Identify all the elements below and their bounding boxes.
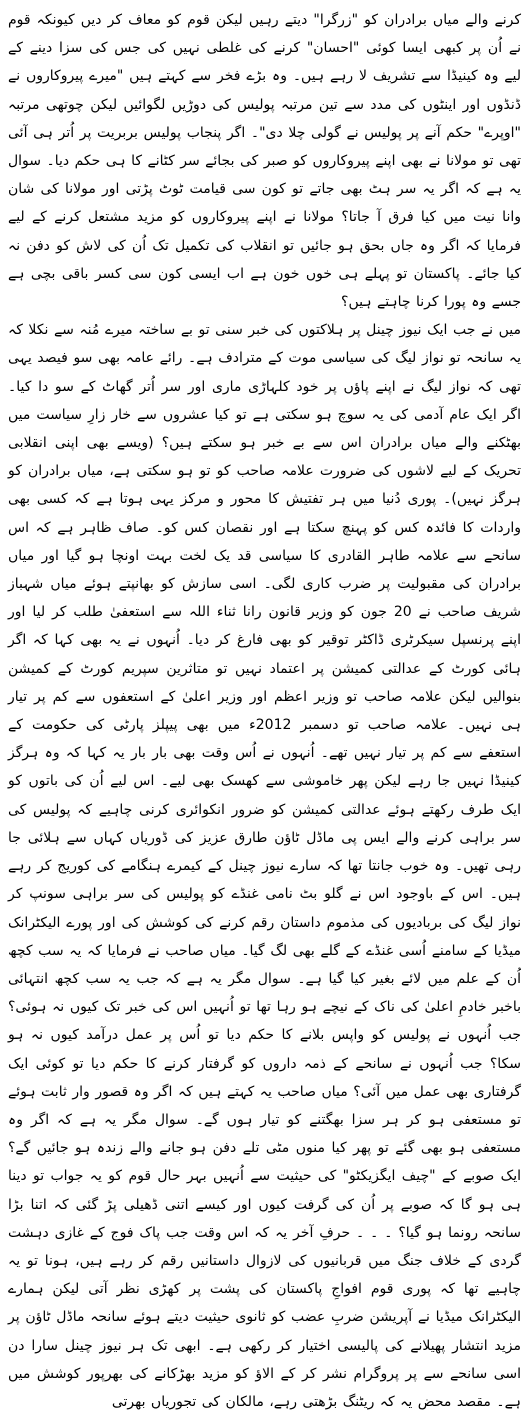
article-paragraph-1: کرنے والے میاں برادران کو "زرگرا" دیتے رہیں لیکن قوم کو معاف کر دیں کیونکہ قوم نے اُن پر کبھی ایسا کوئی "احسان" کرنے کی غلطی نہیں کی جس کی سزا دینے کے لیے وہ کینیڈا سے تشریف لا رہے ہیں۔ وہ بڑے فخر سے کہتے ہیں "میرے پیروکاروں نے ڈنڈوں اور اینٹوں کی مدد سے تین مرتبہ پولیس کی دوڑیں لگوائیں لیکن چوتھی مرتبہ "اوپرے" حکم آنے پر پولیس نے گولی چلا دی"۔ اگر پنجاب پولیس بربریت پر اُتر ہی آئی تھی تو مولانا نے بھی اپنے پیروکاروں کو صبر کی بجائے سر کٹانے کا ہی حکم دیا۔ سوال یہ ہے کہ اگر یہ سر ہٹ بھی جاتے تو کون سی قیامت ٹوٹ پڑتی اور مولانا کی شان وانا نیت میں کیا فرق آ جاتا؟ مولانا نے اپنے پیروکاروں کو مزید مشتعل کرنے کے لیے فرمایا کہ اگر وہ جاں بحق ہو جائیں تو انقلاب کی تکمیل تک اُن کی لاش کو دفن نہ کیا جائے۔ پاکستان تو پہلے ہی خوں خون ہے اب ایسی کون سی کسر باقی بچی ہے جسے وہ پورا کرنا چاہتے ہیں؟ — [8, 12, 521, 311]
article-paragraph-2: میں نے جب ایک نیوز چینل پر ہلاکتوں کی خبر سنی تو بے ساختہ میرے مُنہ سے نکلا کہ یہ سانحہ تو نواز لیگ کی سیاسی موت کے مترادف ہے۔ رائے عامہ بھی سو فیصد یہی تھی کہ نواز لیگ نے اپنے پاؤں پر خود کلہاڑی ماری اور سر اُتر گھاٹ کے سو دا کیا۔ اگر ایک عام آدمی کی یہ سوچ ہو سکتی ہے تو کیا عشروں سے خار زارِ سیاست میں بھٹکنے والے میاں برادران اس سے بے خبر ہو سکتے ہیں؟ (ویسے بھی اپنی انقلابی تحریک کے لیے لاشوں کی ضرورت علامہ صاحب کو تو ہو سکتی ہے، میاں برادران کو ہرگز نہیں)۔ پوری دُنیا میں ہر تفتیش کا محور و مرکز یہی ہوتا ہے کہ کسی بھی واردات کا فائدہ کس کو پہنچ سکتا ہے اور نقصان کس کو۔ صاف ظاہر ہے کہ اس سانحے سے علامہ طاہر القادری کا سیاسی قد یک لخت بہت اونچا ہو گیا اور میاں برادران کی مقبولیت پر ضرب کاری لگی۔ اسی سازش کو بھانپتے ہوئے میاں شہباز شریف صاحب نے 20 جون کو وزیر قانون رانا ثناء اللہ سے استعفیٰ طلب کر لیا اور اپنے پرنسپل سیکرٹری ڈاکٹر توقیر کو بھی فارغ کر دیا۔ اُنہوں نے یہ بھی کہا کہ اگر ہائی کورٹ کے عدالتی کمیشن پر اعتماد نہیں تو متاثرین سپریم کورٹ کے کمیشن بنوالیں لیکن علامہ صاحب تو وزیر اعظم اور وزیر اعلیٰ کے استعفوں سے کم پر تیار ہی نہیں۔ علامہ صاحب تو دسمبر 2012ء میں بھی پیپلز پارٹی کی حکومت کے استعفے سے کم پر تیار نہیں تھے۔ اُنہوں نے اُس وقت بھی بار بار یہ کہا کہ وہ ہرگز کینیڈا نہیں جا رہے لیکن پھر خاموشی سے کھسک بھی لیے۔ اس لیے اُن کی باتوں کو ایک طرف رکھتے ہوئے عدالتی کمیشن کو ضرور انکوائری کرنی چاہیے کہ پولیس کی سر براہی کرنے والے ایس پی ماڈل ٹاؤن طارق عزیز کی ڈوریاں کہاں سے ہلائی جا رہی تھیں۔ وہ خوب جانتا تھا کہ سارے نیوز چینل کے کیمرے ہنگامے کی کوریج کر رہے ہیں۔ اس کے باوجود اس نے گلو بٹ نامی غنڈے کو پولیس کی سر براہی سونپ کر نواز لیگ کی بربادیوں کی مذموم داستان رقم کرنے کی کوشش کی اور پورے الیکٹرانک میڈیا کے سامنے اُسی غنڈے کے گلے بھی لگ گیا۔ میاں صاحب نے فرمایا کہ یہ سب کچھ اُن کے علم میں لائے بغیر کیا گیا ہے۔ سوال مگر یہ ہے کہ جب یہ سب کچھ انتہائی باخبر خادمِ اعلیٰ کی ناک کے نیچے ہو رہا تھا تو اُنہیں اس کی خبر تک کیوں نہ ہوئی؟ جب اُنہوں نے پولیس کو واپس بلانے کا حکم دیا تو اُس پر عمل درآمد کیوں نہ ہو سکا؟ جب اُنہوں نے سانحے کے ذمہ داروں کو گرفتار کرنے کا حکم دیا تو کوئی ایک گرفتاری بھی عمل میں آئی؟ میاں صاحب یہ کہتے ہیں کہ اگر وہ قصور وار ثابت ہوئے تو مستعفی ہو کر ہر سزا بھگتنے کو تیار ہوں گے۔ سوال مگر یہ ہے کہ اگر وہ مستعفی ہو بھی گئے تو پھر کیا منوں مٹی تلے دفن ہو جانے والے زندہ ہو جائیں گے؟ ایک صوبے کے "چیف ایگزیکٹو" کی حیثیت سے اُنہیں بہر حال قوم کو یہ جواب تو دینا ہی ہو گا کہ صوبے پر اُن کی گرفت کیوں اور کیسے اتنی ڈھیلی پڑ گئی کہ اتنا بڑا سانحہ رونما ہو گیا؟ ۔ ۔ ۔ حرفِ آخر یہ کہ اس وقت جب پاک فوج کے غازی دہشت گردی کے خلاف جنگ میں قربانیوں کی لازوال داستانیں رقم کر رہے ہیں، ہونا تو یہ چاہیے تھا کہ پوری قوم افواجِ پاکستان کی پشت پر کھڑی نظر آتی لیکن ہمارے الیکٹرانک میڈیا نے آپریشن ضربِ عضب کو ثانوی حیثیت دیتے ہوئے سانحہ ماڈل ٹاؤن پر مزید انتشار پھیلانے کی پالیسی اختیار کر رکھی ہے۔ ابھی تک ہر نیوز چینل سارا دن اسی سانحے سے پر پروگرام نشر کر کے الاؤ کو مزید بھڑکانے کی بھرپور کوشش میں ہے۔ مقصد محض یہ کہ ریٹنگ بڑھتی رہے، مالکان کی تجوریاں بھرتی — [8, 322, 522, 1410]
